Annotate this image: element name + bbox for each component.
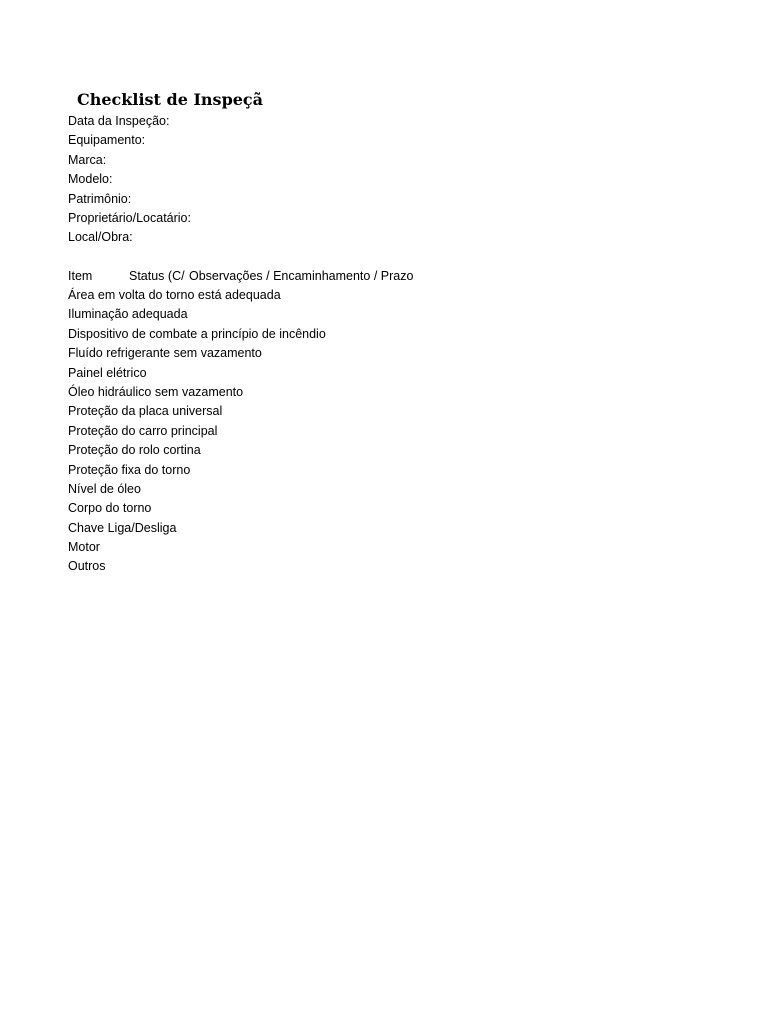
checklist-item: Proteção da placa universal xyxy=(68,404,223,419)
field-equipment: Equipamento: xyxy=(68,133,146,148)
checklist-item: Chave Liga/Desliga xyxy=(68,520,177,535)
header-status: Status (C/ xyxy=(129,269,185,283)
checklist-item: Painel elétrico xyxy=(68,365,147,380)
checklist-item: Iluminação adequada xyxy=(68,307,188,322)
field-location: Local/Obra: xyxy=(68,230,133,245)
checklist-item: Proteção do rolo cortina xyxy=(68,443,201,458)
checklist-item: Proteção fixa do torno xyxy=(68,462,191,477)
checklist-item: Proteção do carro principal xyxy=(68,423,218,438)
inspection-fields xyxy=(68,112,191,248)
checklist-item: Área em volta do torno está adequada xyxy=(68,288,281,302)
checklist-item: Nível de óleo xyxy=(68,481,141,496)
document-title: Checklist de Inspeçã xyxy=(77,90,264,109)
checklist-item: Motor xyxy=(68,540,100,555)
field-inspection-date: Data da Inspeção: xyxy=(68,114,170,128)
header-observations: Observações / Encaminhamento / Prazo xyxy=(189,269,414,283)
field-owner: Proprietário/Locatário: xyxy=(68,210,191,225)
checklist-item: Óleo hidráulico sem vazamento xyxy=(68,384,244,399)
checklist-item: Fluído refrigerante sem vazamento xyxy=(68,346,262,361)
field-model: Modelo: xyxy=(68,172,113,187)
checklist-item: Corpo do torno xyxy=(68,501,152,516)
checklist-item: Dispositivo de combate a princípio de incêndio xyxy=(68,326,326,341)
field-brand: Marca: xyxy=(68,152,107,167)
checklist-items xyxy=(68,286,326,577)
header-item: Item xyxy=(68,269,93,283)
field-asset: Patrimônio: xyxy=(68,191,132,206)
checklist-item: Outros xyxy=(68,559,106,574)
